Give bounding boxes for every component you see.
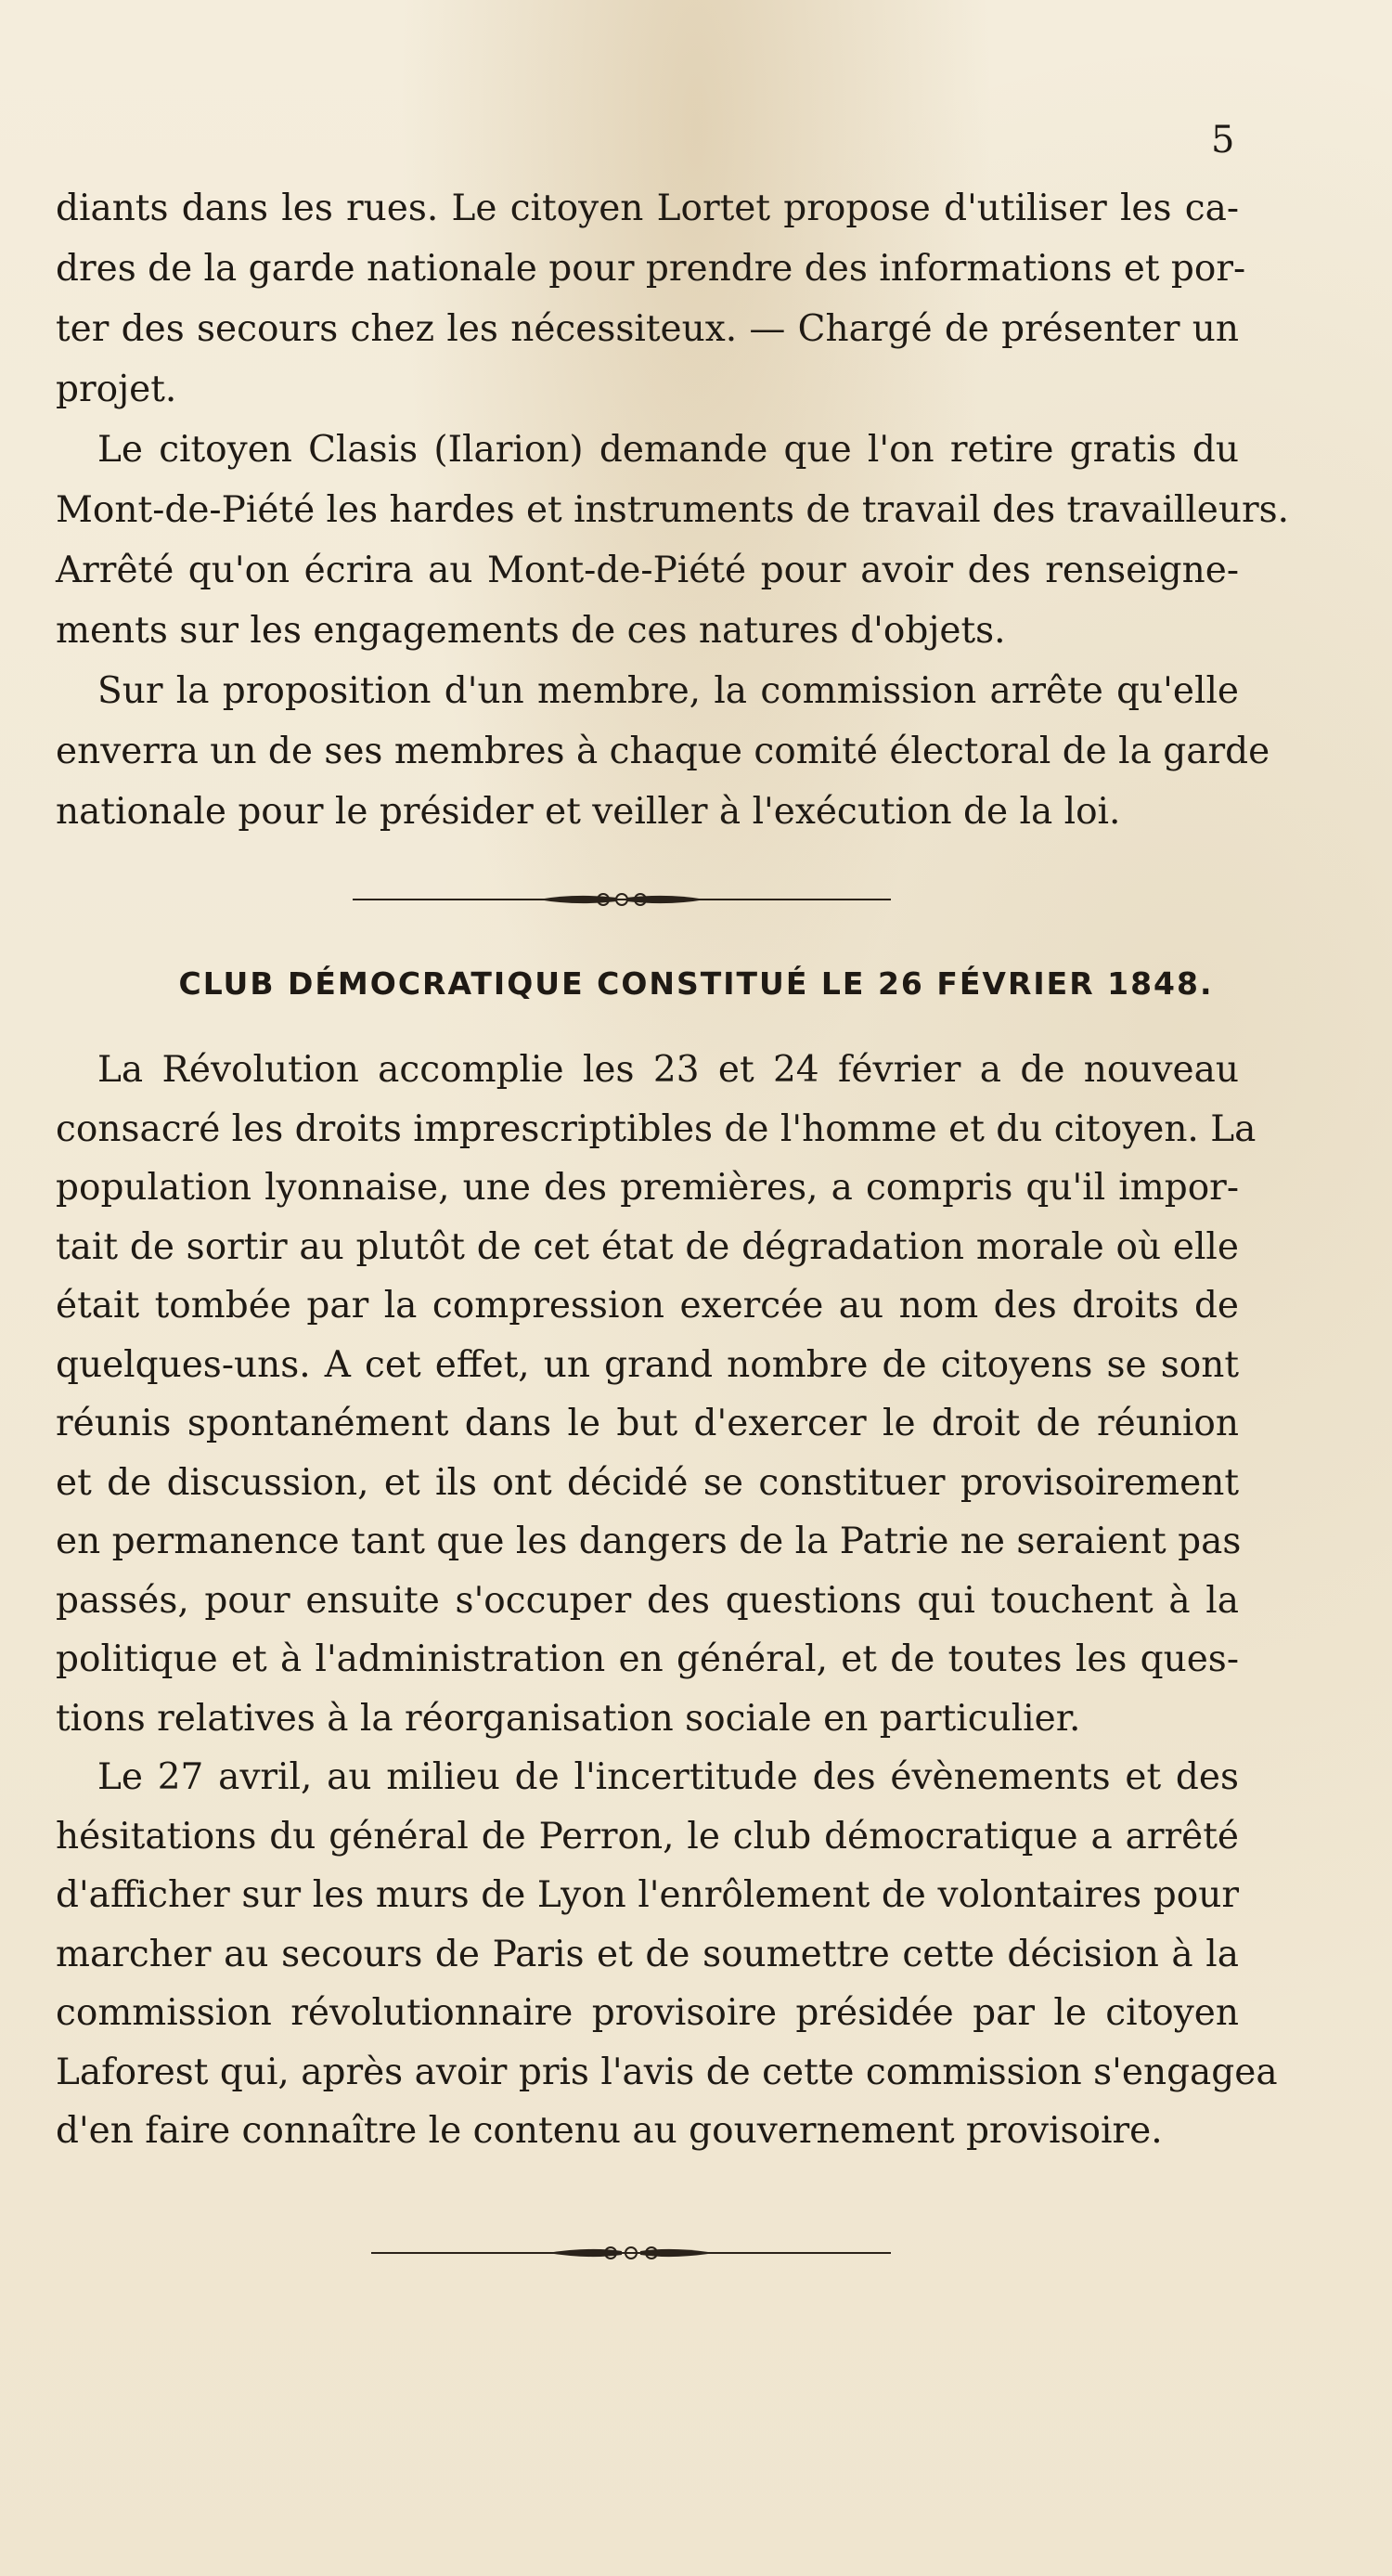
end-ornament — [371, 2242, 891, 2264]
text-line: ter des secours chez les nécessiteux. — Chargé de présenter un — [56, 308, 1239, 350]
text-line: ments sur les engagements de ces natures d'objets. — [56, 610, 1006, 652]
text-line: en permanence tant que les dangers de la Patrie ne seraient pas — [56, 1521, 1242, 1562]
text-line: était tombée par la compression exercée au nom des droits de — [56, 1285, 1239, 1327]
text-line: marcher au secours de Paris et de soumettre cette décision à la — [56, 1933, 1239, 1975]
page-number: 5 — [1211, 119, 1236, 162]
minutes-paragraphs — [56, 188, 1290, 854]
text-line: commission révolutionnaire provisoire présidée par le citoyen — [56, 1992, 1239, 2034]
section-divider-ornament — [353, 888, 891, 911]
text-line: tions relatives à la réorganisation sociale en particulier. — [56, 1697, 1081, 1740]
text-line: projet. — [56, 369, 177, 410]
text-line: et de discussion, et ils ont décidé se constituer provisoirement — [56, 1461, 1239, 1504]
text-line: d'afficher sur les murs de Lyon l'enrôlement de volontaires pour — [56, 1874, 1239, 1916]
text-line: d'en faire connaître le contenu au gouvernement provisoire. — [56, 2110, 1163, 2152]
text-line: réunis spontanément dans le but d'exercer le droit de réunion — [56, 1403, 1239, 1444]
text-line: hésitations du général de Perron, le club démocratique a arrêté — [56, 1815, 1239, 1858]
text-line: Sur la proposition d'un membre, la commission arrête qu'elle — [97, 670, 1239, 712]
text-line: passés, pour ensuite s'occuper des questions qui touchent à la — [56, 1579, 1239, 1622]
text-line: Arrêté qu'on écrira au Mont-de-Piété pour avoir des renseigne- — [56, 550, 1239, 591]
text-line: Mont-de-Piété les hardes et instruments de travail des travailleurs. — [56, 489, 1290, 531]
text-line: Le 27 avril, au milieu de l'incertitude des évènements et des — [97, 1756, 1239, 1798]
club-paragraphs — [56, 1049, 1278, 2172]
text-line: La Révolution accomplie les 23 et 24 février a de nouveau — [97, 1049, 1239, 1091]
text-line: Laforest qui, après avoir pris l'avis de cette commission s'engagea — [56, 2051, 1278, 2093]
text-line: politique et à l'administration en général, et de toutes les ques- — [56, 1638, 1239, 1680]
text-line: quelques-uns. A cet effet, un grand nombre de citoyens se sont — [56, 1343, 1239, 1386]
section-heading: CLUB DÉMOCRATIQUE CONSTITUÉ LE 26 FÉVRIER 1848. — [178, 965, 1214, 1002]
text-line: consacré les droits imprescriptibles de l'homme et du citoyen. La — [56, 1107, 1257, 1150]
text-line: diants dans les rues. Le citoyen Lortet propose d'utiliser les ca- — [56, 188, 1239, 229]
text-line: Le citoyen Clasis (Ilarion) demande que l'on retire gratis du — [97, 429, 1239, 471]
text-line: enverra un de ses membres à chaque comité électoral de la garde — [56, 731, 1270, 772]
text-line: dres de la garde nationale pour prendre des informations et por- — [56, 248, 1246, 290]
text-line: population lyonnaise, une des premières, a compris qu'il impor- — [56, 1167, 1239, 1209]
text-line: tait de sortir au plutôt de cet état de dégradation morale où elle — [56, 1225, 1239, 1268]
text-line: nationale pour le présider et veiller à l'exécution de la loi. — [56, 791, 1121, 833]
